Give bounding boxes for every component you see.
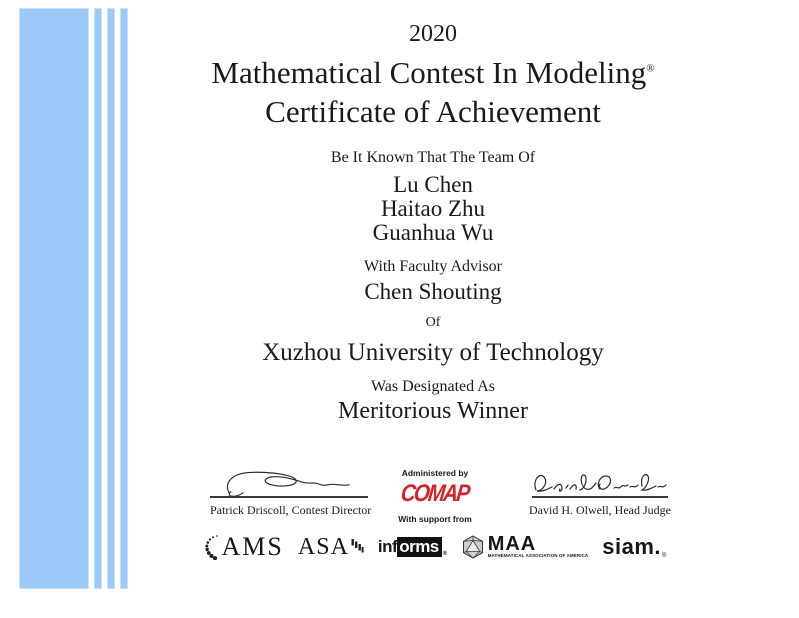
comap-block xyxy=(385,468,485,524)
left-blue-band xyxy=(19,8,89,589)
left-pinstripe-1 xyxy=(94,8,102,589)
contest-director-name-label: Patrick Driscoll, Contest Director xyxy=(210,503,372,517)
contest-director-signature-block xyxy=(210,468,372,517)
left-pinstripe-2 xyxy=(107,8,115,589)
designation-intro-label: Was Designated As xyxy=(370,378,496,395)
maa-subtext-label: MATHEMATICAL ASSOCIATION OF AMERICA xyxy=(487,553,589,559)
sponsor-logos-row xyxy=(130,532,740,562)
informs-logo xyxy=(378,537,447,557)
designation-title: Meritorious Winner xyxy=(338,398,528,424)
maa-logo xyxy=(461,535,589,559)
year-text: 2020 xyxy=(409,21,457,47)
administered-by-label: Administered by xyxy=(401,468,469,478)
asa-wordmark: ASA xyxy=(297,533,349,560)
team-member-name-1: Lu Chen xyxy=(393,172,473,197)
contest-title xyxy=(130,55,736,91)
director-signature-scribble-icon xyxy=(211,468,367,498)
institution-name: Xuzhou University of Technology xyxy=(262,339,604,366)
certificate-subtitle: Certificate of Achievement xyxy=(265,94,601,129)
siam-logo xyxy=(602,535,666,559)
judge-signature-line xyxy=(532,496,668,498)
asa-bars-icon xyxy=(351,539,364,555)
ams-logo xyxy=(204,532,284,562)
team-member-name-2: Haitao Zhu xyxy=(380,196,486,221)
judge-signature-scribble-icon xyxy=(530,468,670,498)
advisor-intro-label: With Faculty Advisor xyxy=(363,258,502,275)
maa-text-block xyxy=(488,535,589,559)
registered-mark-icon: ® xyxy=(646,62,655,75)
informs-registered-mark-icon: ® xyxy=(442,551,447,557)
left-pinstripe-3 xyxy=(120,8,128,589)
team-member-name-3: Guanhua Wu xyxy=(372,220,494,245)
siam-registered-mark-icon: ® xyxy=(662,553,667,559)
support-from-label: With support from xyxy=(398,514,472,524)
comap-logo: COMAP xyxy=(399,480,471,507)
asa-logo xyxy=(298,534,364,561)
informs-wordmark-prefix: inf xyxy=(377,537,398,556)
team-intro-label: Be It Known That The Team Of xyxy=(330,149,536,166)
siam-wordmark: siam. xyxy=(602,534,662,559)
maa-polyhedron-icon xyxy=(461,535,485,559)
informs-wordmark-box: orms xyxy=(397,537,442,557)
head-judge-name-label: David H. Olwell, Head Judge xyxy=(529,503,671,517)
advisor-name: Chen Shouting xyxy=(364,279,502,304)
maa-wordmark: MAA xyxy=(487,533,537,556)
ams-wordmark: AMS xyxy=(221,532,284,561)
of-label: Of xyxy=(425,315,441,330)
ams-dotted-arc-icon xyxy=(204,534,220,560)
head-judge-signature-block xyxy=(525,468,675,517)
certificate-body xyxy=(130,0,736,425)
contest-title-text: Mathematical Contest In Modeling xyxy=(211,55,647,90)
